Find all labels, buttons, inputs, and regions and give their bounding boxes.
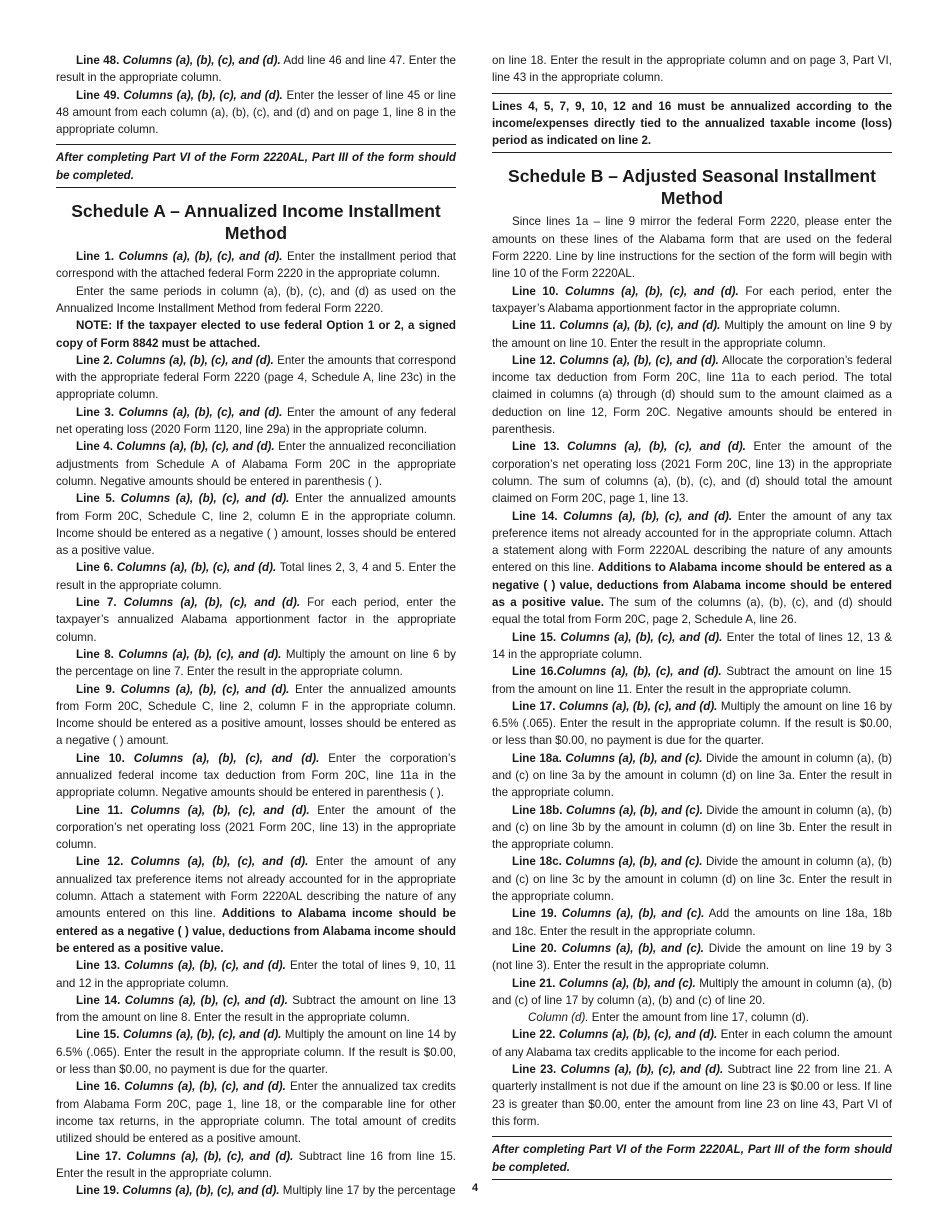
instruction-line-11: Line 11. Columns (a), (b), (c), and (d). Enter the amount of the corporation’s net operating loss (2021 Form 20C, line 13) in the appropriate column. bbox=[56, 803, 456, 852]
instruction-line-10: Line 10. Columns (a), (b), (c), and (d). Enter the corporation’s annualized federal income tax deduction from Form 20C, line 11a in the appropriate column. Negative amounts should be entered in parenthesis ( ). bbox=[56, 751, 456, 800]
instruction-b-line-21-column-d: Column (d). Enter the amount from line 17, column (d). bbox=[528, 1011, 809, 1025]
instruction-line-16: Line 16. Columns (a), (b), (c), and (d). Enter the annualized tax credits from Alabama Form 20C, page 1, line 18, or the comparable line for other income tax returns, in the appropriate column. The total amount of credits utilized should be entered as a positive amount. bbox=[56, 1080, 456, 1146]
instruction-b-line-23: Line 23. Columns (a), (b), (c), and (d). Subtract line 22 from line 21. A quarterly installment is not due if the amount on line 23 is $0.00 or less. If line 23 is greater than $0.00, enter the amount from line 23 on line 43, Part VI of this form. bbox=[492, 1063, 892, 1128]
instruction-b-line-18a: Line 18a. Columns (a), (b), and (c). Divide the amount in column (a), (b) and (c) on line 3a by the amount in column (d) on line 3a. Enter the result in the appropriate column. bbox=[492, 751, 892, 800]
instruction-line-1-extra: Enter the same periods in column (a), (b), (c), and (d) as used on the Annualized Income Installment Method from federal Form 2220. bbox=[56, 284, 456, 315]
instruction-line-8: Line 8. Columns (a), (b), (c), and (d). Multiply the amount on line 6 by the percentage on line 7. Enter the result in the appropriate column. bbox=[56, 647, 456, 679]
page-number: 4 bbox=[471, 1182, 479, 1194]
instruction-line-6: Line 6. Columns (a), (b), (c), and (d). Total lines 2, 3, 4 and 5. Enter the result in the appropriate column. bbox=[56, 561, 456, 592]
instruction-b-line-12: Line 12. Columns (a), (b), (c), and (d). Allocate the corporation’s federal income tax deduction from Form 20C, line 11a to each period. The total claimed in columns (a) through (d) should sum to the amount claimed as a deduction on line 12, Form 20C. Negative amounts should be entered in parenthesis. bbox=[492, 353, 892, 437]
instruction-b-line-16: Line 16.Columns (a), (b), (c), and (d). Subtract the amount on line 15 from the amount on line 11. Enter the result in the appropriate column. bbox=[492, 665, 892, 696]
instruction-line-17: Line 17. Columns (a), (b), (c), and (d). Subtract line 16 from line 15. Enter the result in the appropriate column. bbox=[56, 1149, 456, 1180]
instruction-line-2: Line 2. Columns (a), (b), (c), and (d). Enter the amounts that correspond with the appropriate federal Form 2220 (page 4, Schedule A, line 23c) in the appropriate column. bbox=[56, 353, 456, 402]
instruction-line-13: Line 13. Columns (a), (b), (c), and (d). Enter the total of lines 9, 10, 11 and 12 in the appropriate column. bbox=[56, 959, 456, 990]
instruction-b-line-17: Line 17. Columns (a), (b), (c), and (d). Multiply the amount on line 16 by 6.5% (.065). Enter the result in the appropriate column. If the result is $0.00, or less than $0.00, no payment is due for the quarter. bbox=[492, 699, 892, 748]
instruction-b-line-18b: Line 18b. Columns (a), (b), and (c). Divide the amount in column (a), (b) and (c) on line 3b by the amount in column (d) on line 3b. Enter the result in the appropriate column. bbox=[492, 803, 892, 852]
instruction-line-3: Line 3. Columns (a), (b), (c), and (d). Enter the amount of any federal net operating loss (2020 Form 1120, line 29a) in the appropriate column. bbox=[56, 405, 456, 437]
part-vi-note-right: After completing Part VI of the Form 2220AL, Part III of the form should be completed. bbox=[492, 1136, 892, 1180]
instruction-b-line-21: Line 21. Columns (a), (b), and (c). Multiply the amount in column (a), (b) and (c) of line 17 by column (a), (b) and (c) of line 20. bbox=[492, 976, 893, 1007]
instruction-line-19: Line 19. Columns (a), (b), (c), and (d). Multiply line 17 by the percentage bbox=[76, 1184, 456, 1198]
schedule-a-title: Schedule A – Annualized Income Installment Method bbox=[71, 201, 441, 244]
schedule-b-title: Schedule B – Adjusted Seasonal Installment Method bbox=[508, 166, 876, 209]
instruction-b-line-14: Line 14. Columns (a), (b), (c), and (d). Enter the amount of any tax preference items not already accounted for in the appropriate column. Attach a statement along with Form 2220AL describing the nature of any amounts entered on this line. Additions to Alabama income should be entered as a negative ( ) value, deductions from Alabama income should be entered as a positive value. The sum of the columns (a), (b), (c), and (d) should equal the total from Form 20C, page 2, Schedule A, line 26. bbox=[492, 509, 893, 627]
instruction-b-line-13: Line 13. Columns (a), (b), (c), and (d). Enter the amount of the corporation’s net operating loss (2021 Form 20C, line 13) in the appropriate column. The sum of columns (a), (b), (c), and (d) should total the amount claimed on Form 20C, page 1, line 13. bbox=[492, 440, 892, 506]
instruction-line-15: Line 15. Columns (a), (b), (c), and (d). Multiply the amount on line 14 by 6.5% (.065). Enter the result in the appropriate column. If the result is $0.00, or less than $0.00, no payment is due for the quarter. bbox=[56, 1028, 456, 1077]
instruction-line-7: Line 7. Columns (a), (b), (c), and (d). For each period, enter the taxpayer’s annualized Alabama apportionment factor in the appropriate column. bbox=[56, 596, 456, 644]
form-8842-note: NOTE: If the taxpayer elected to use federal Option 1 or 2, a signed copy of Form 8842 must be attached. bbox=[56, 319, 456, 350]
instruction-b-line-10: Line 10. Columns (a), (b), (c), and (d). For each period, enter the taxpayer’s Alabama apportionment factor in the appropriate column. bbox=[492, 284, 892, 315]
instruction-line-12: Line 12. Columns (a), (b), (c), and (d). Enter the amount of any annualized tax preference items not already accounted for in the appropriate column. Attach a statement with Form 2220AL describing the nature of any amounts entered on this line. Additions to Alabama income should be entered as a negative ( ) value, deductions from Alabama income should be entered as a positive value. bbox=[56, 855, 456, 955]
instruction-line-9: Line 9. Columns (a), (b), (c), and (d). Enter the annualized amounts from Form 20C, Schedule C, line 2, column F in the appropriate column. Income should be entered as a positive amount, losses should be entered as a negative ( ) amount. bbox=[56, 682, 456, 748]
instruction-b-line-19: Line 19. Columns (a), (b), and (c). Add the amounts on line 18a, 18b and 18c. Enter the result in the appropriate column. bbox=[492, 907, 892, 938]
annualize-note: Lines 4, 5, 7, 9, 10, 12 and 16 must be annualized according to the income/expenses directly tied to the annualized taxable income (loss) period as indicated on line 2. bbox=[492, 93, 892, 154]
left-column bbox=[56, 52, 456, 1199]
instruction-b-line-15: Line 15. Columns (a), (b), (c), and (d). Enter the total of lines 12, 13 & 14 in the appropriate column. bbox=[492, 630, 892, 661]
line-19-continuation: on line 18. Enter the result in the appropriate column and on page 3, Part VI, line 43 in the appropriate column. bbox=[492, 54, 892, 85]
instruction-line-49: Line 49. Columns (a), (b), (c), and (d). Enter the lesser of line 45 or line 48 amount from each column (a), (b), (c), and (d) and on page 1, line 8 in the appropriate column. bbox=[56, 88, 456, 137]
instruction-line-5: Line 5. Columns (a), (b), (c), and (d). Enter the annualized amounts from Form 20C, Schedule C, line 2, column E in the appropriate column. Income should be entered as a negative ( ) amount, losses should be entered as a positive value. bbox=[56, 492, 456, 558]
instruction-line-48: Line 48. Columns (a), (b), (c), and (d). Add line 46 and line 47. Enter the result in the appropriate column. bbox=[56, 54, 456, 85]
instruction-b-line-11: Line 11. Columns (a), (b), (c), and (d). Multiply the amount on line 9 by the amount on line 10. Enter the result in the appropriate column. bbox=[492, 319, 892, 350]
instruction-b-line-22: Line 22. Columns (a), (b), (c), and (d). Enter in each column the amount of any Alabama tax credits applicable to the income for each period. bbox=[492, 1028, 892, 1059]
instruction-line-14: Line 14. Columns (a), (b), (c), and (d). Subtract the amount on line 13 from the amount on line 8. Enter the result in the appropriate column. bbox=[56, 993, 456, 1025]
schedule-b-intro: Since lines 1a – line 9 mirror the federal Form 2220, please enter the amounts on these lines of the Alabama form that are used on the federal Form 2220. Line by line instructions for the section of the form will begin with line 10 of the Form 2220AL. bbox=[492, 215, 892, 281]
instruction-line-4: Line 4. Columns (a), (b), (c), and (d). Enter the annualized reconciliation adjustments from Schedule A of Alabama Form 20C in the appropriate column. Negative amounts should be entered in parenthesis ( ). bbox=[56, 440, 456, 488]
part-vi-note: After completing Part VI of the Form 2220AL, Part III of the form should be completed. bbox=[56, 144, 456, 188]
instruction-b-line-20: Line 20. Columns (a), (b), and (c). Divide the amount on line 19 by 3 (not line 3). Enter the result in the appropriate column. bbox=[492, 941, 892, 973]
instruction-line-1: Line 1. Columns (a), (b), (c), and (d). Enter the installment period that correspond with the attached federal Form 2220 in the appropriate column. bbox=[56, 250, 456, 281]
instruction-b-line-18c: Line 18c. Columns (a), (b), and (c). Divide the amount in column (a), (b) and (c) on line 3c by the amount in column (d) on line 3c. Enter the result in the appropriate column. bbox=[492, 855, 892, 904]
right-column bbox=[492, 52, 892, 1180]
